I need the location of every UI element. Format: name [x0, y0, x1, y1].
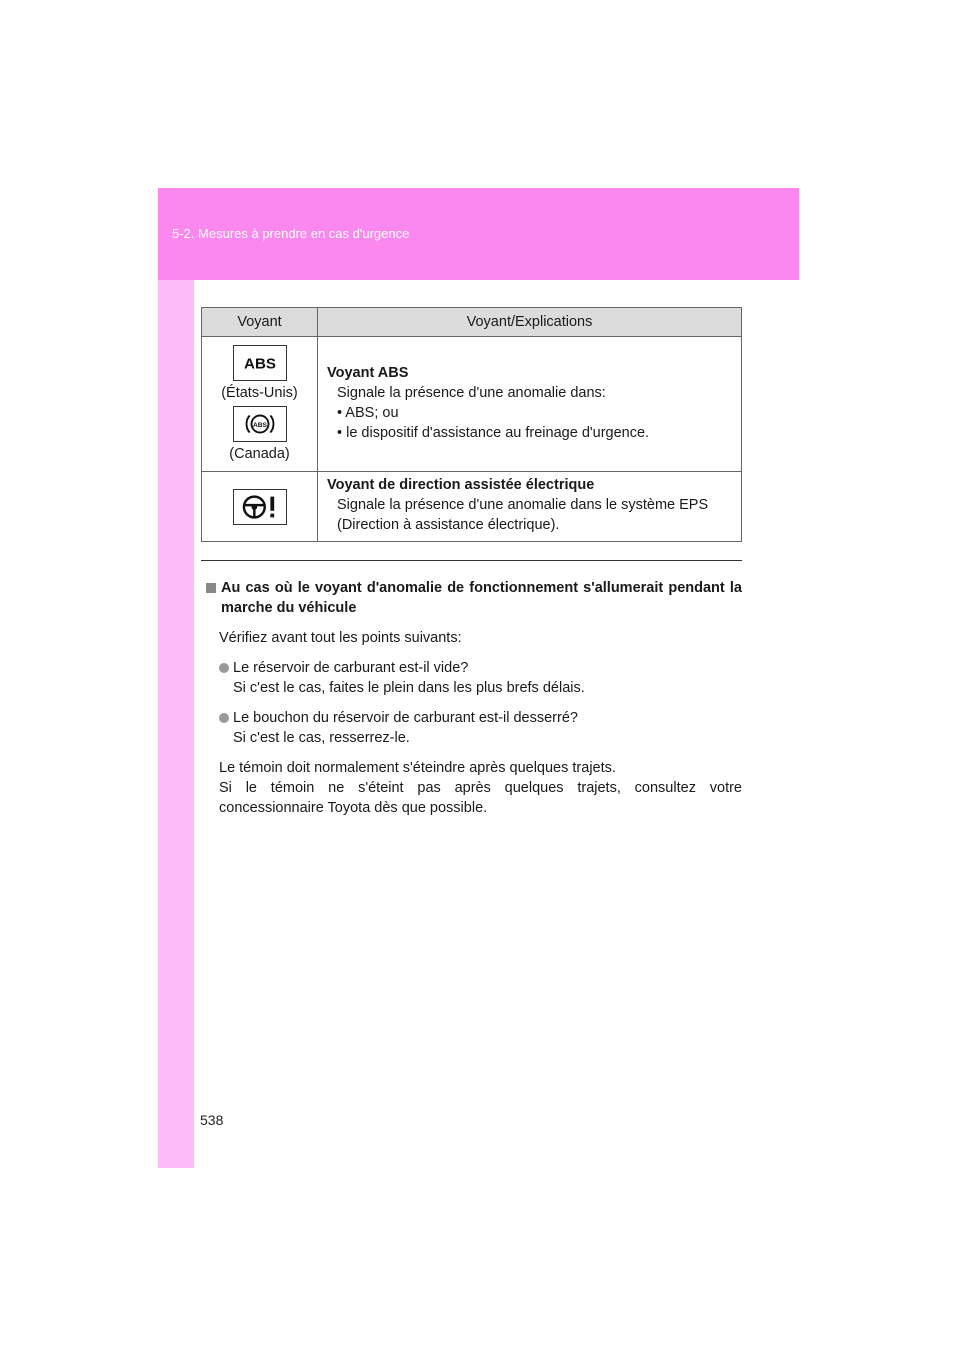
light-icons-cell [202, 472, 318, 542]
light-title: Voyant de direction assistée électrique [327, 477, 595, 493]
column-header-explanation: Voyant/Explications [318, 308, 742, 337]
icon-caption-us: (États-Unis) [221, 385, 298, 401]
svg-text:ABS: ABS [243, 355, 276, 373]
icon-caption-canada: (Canada) [229, 446, 290, 462]
table-row [202, 337, 742, 472]
section-divider [201, 560, 742, 561]
closing-text: Le témoin doit normalement s'éteindre après quelques trajets. [219, 760, 616, 776]
abs-circle-icon [233, 406, 287, 442]
light-text: (Direction à assistance électrique). [337, 517, 560, 533]
section-intro: Vérifiez avant tout les points suivants: [219, 630, 462, 646]
table-row [202, 472, 742, 542]
light-text: Signale la présence d'une anomalie dans le système EPS [337, 497, 709, 513]
section-heading-text: Au cas où le voyant d'anomalie de fonctionnement s'allumerait pendant la marche du véhicule [221, 580, 742, 616]
warning-lights-table [201, 307, 742, 542]
svg-text:ABS: ABS [252, 421, 267, 429]
list-item [219, 658, 742, 698]
light-list-item: • le dispositif d'assistance au freinage d'urgence. [337, 425, 650, 441]
circle-bullet-icon [219, 663, 229, 673]
column-header-light: Voyant [202, 308, 318, 337]
malfunction-section [206, 578, 742, 818]
circle-bullet-icon [219, 713, 229, 723]
steering-warning-icon [233, 489, 287, 525]
section-heading [206, 578, 742, 618]
chapter-title: 5-2. Mesures à prendre en cas d'urgence [172, 226, 410, 241]
light-list-item: • ABS; ou [337, 405, 399, 421]
list-item-answer: Si c'est le cas, faites le plein dans les plus brefs délais. [233, 680, 585, 696]
list-item-question: Le réservoir de carburant est-il vide? [233, 660, 469, 676]
side-color-band [158, 188, 194, 1168]
light-description-cell [318, 472, 742, 542]
list-item-answer: Si c'est le cas, resserrez-le. [233, 730, 410, 746]
list-item [219, 708, 742, 748]
light-title: Voyant ABS [327, 365, 409, 381]
square-bullet-icon [206, 583, 216, 593]
table-header-row [202, 308, 742, 337]
list-item-question: Le bouchon du réservoir de carburant est-il desserré? [233, 710, 578, 726]
light-text: Signale la présence d'une anomalie dans: [337, 385, 606, 401]
closing-text: Si le témoin ne s'éteint pas après quelques trajets, consultez votre concessionnaire Toyota dès que possible. [219, 780, 742, 816]
light-description-cell [318, 337, 742, 472]
abs-text-icon [233, 345, 287, 381]
page-number: 538 [200, 1112, 224, 1128]
light-icons-cell [202, 337, 318, 472]
